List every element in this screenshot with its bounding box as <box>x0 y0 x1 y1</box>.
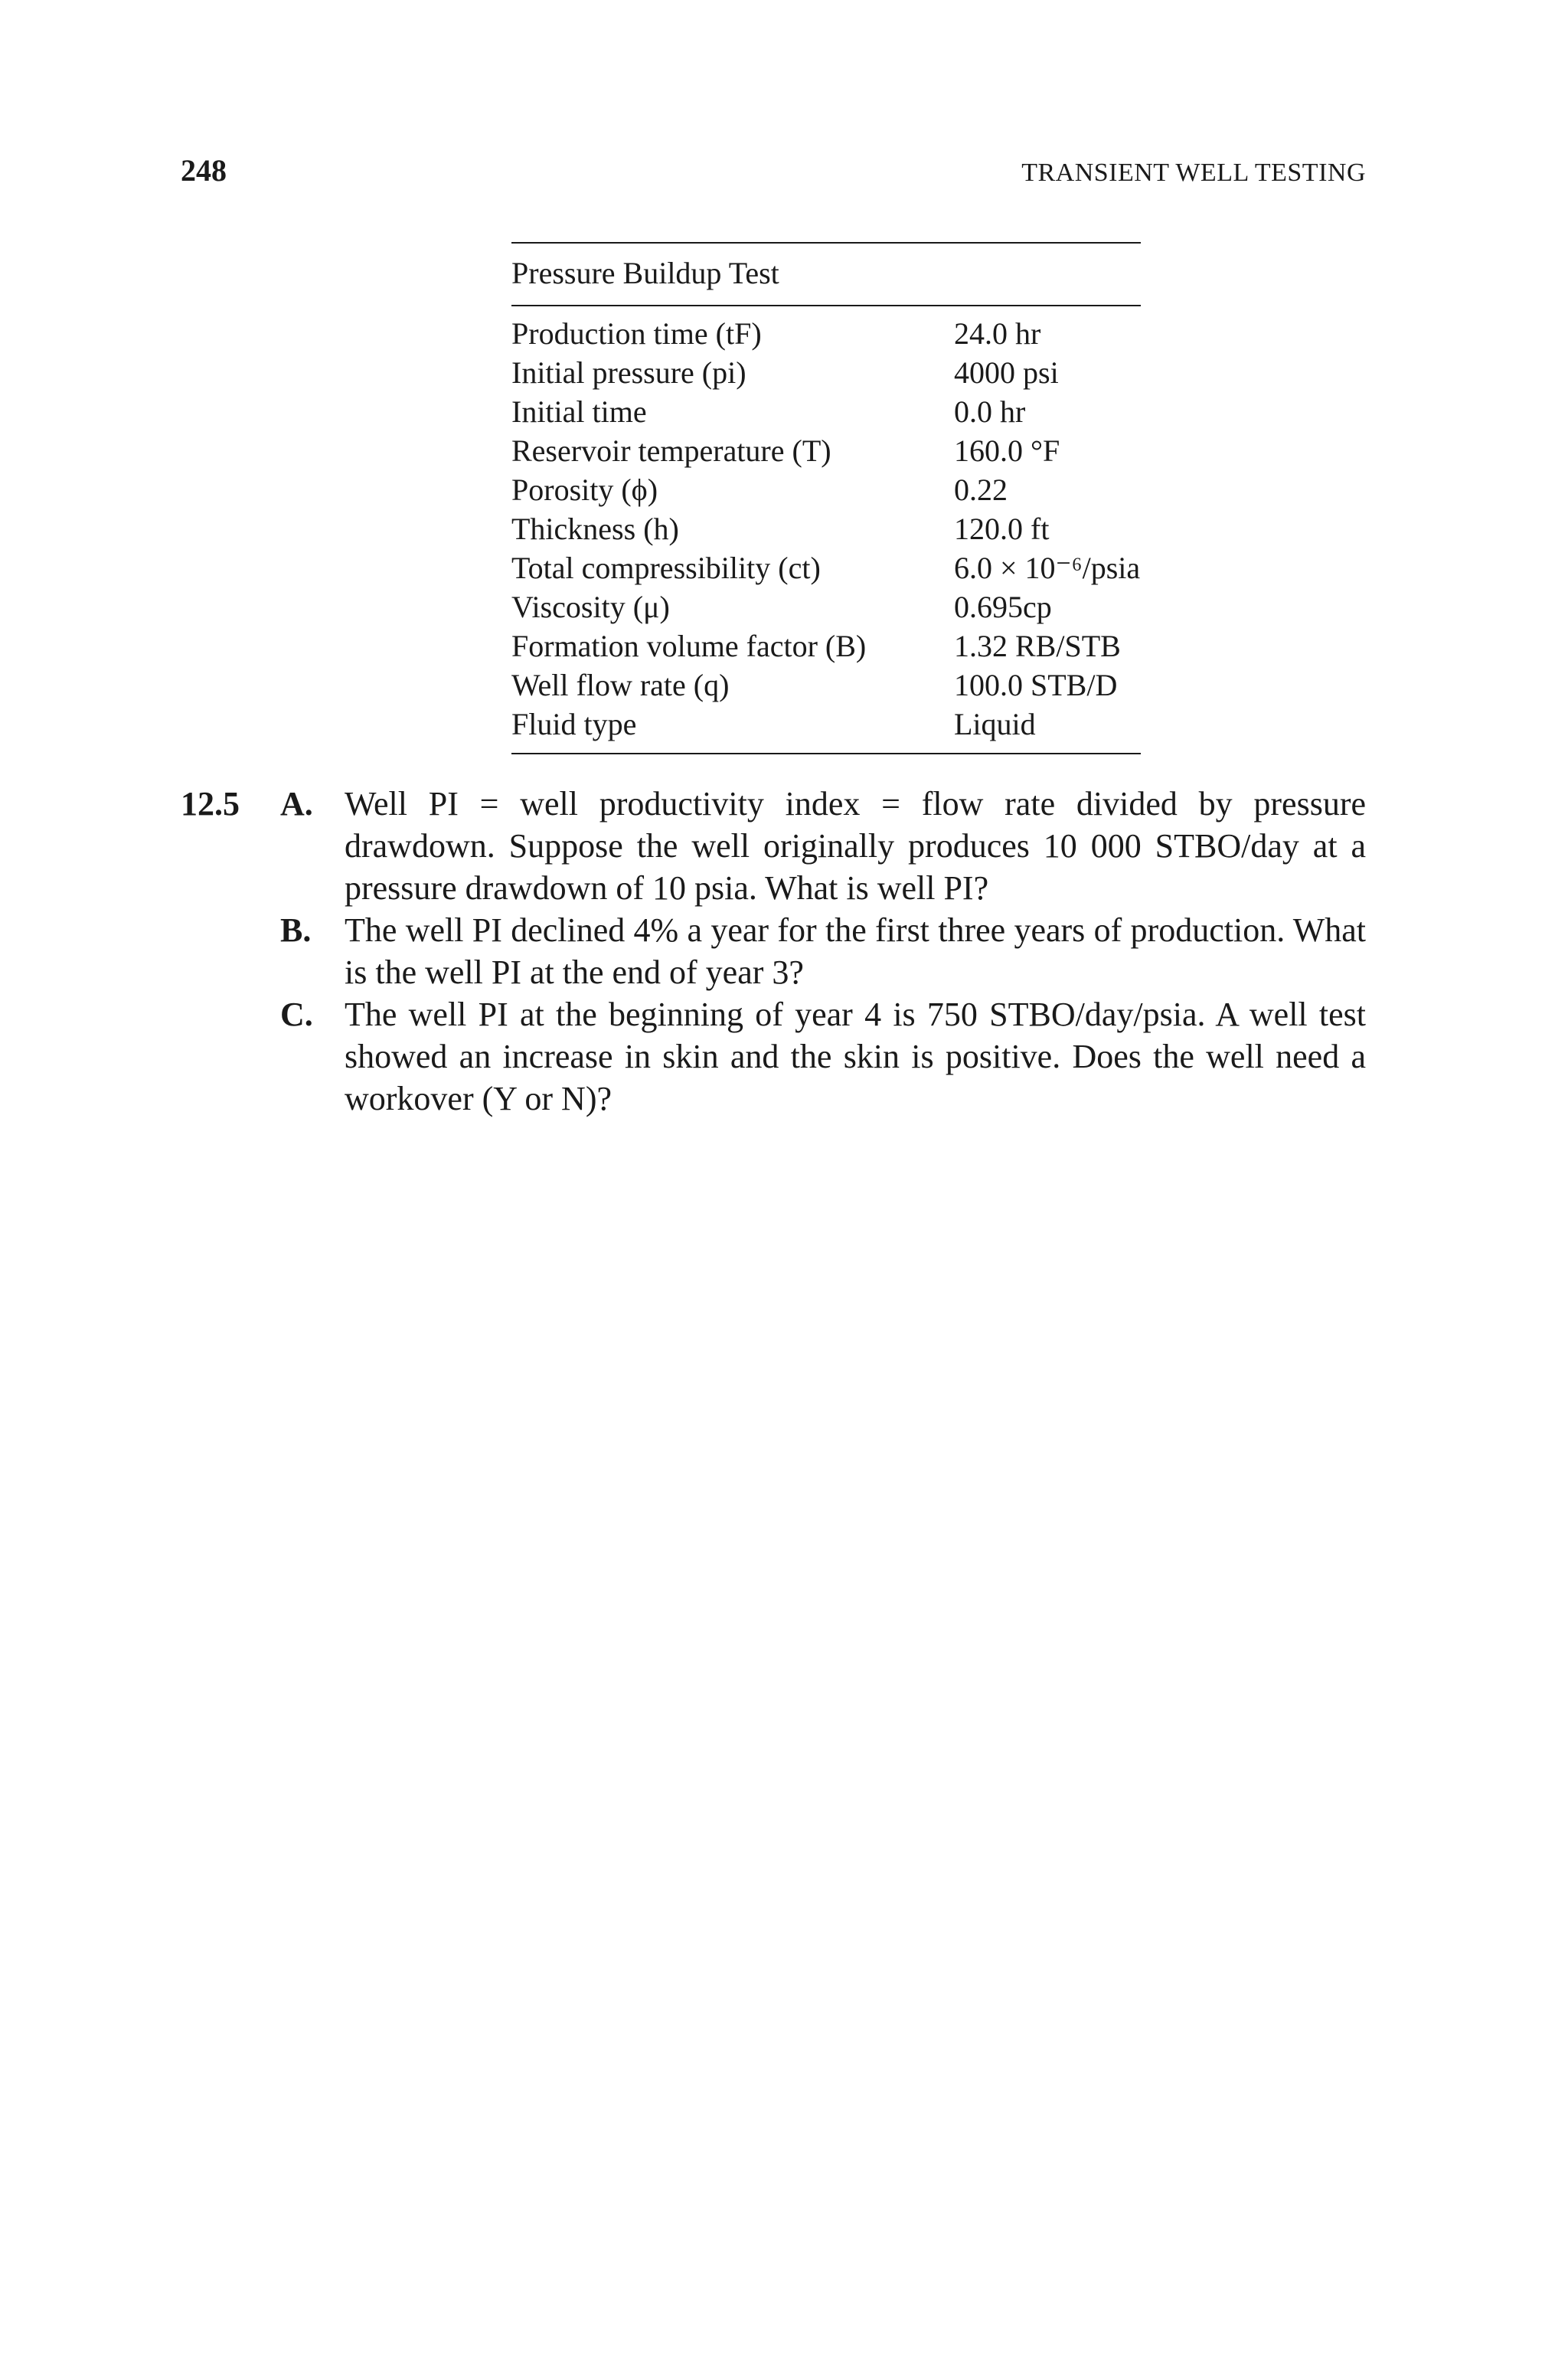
row-label: Reservoir temperature (T) <box>511 433 831 468</box>
part-letter: A. <box>280 785 313 823</box>
table-row <box>511 548 1141 587</box>
row-label: Initial time <box>511 394 647 429</box>
row-value: 120.0 ft <box>954 512 1050 546</box>
problem-part-c <box>181 993 1366 1120</box>
page-number: 248 <box>181 153 227 188</box>
table-row <box>511 705 1141 744</box>
row-label: Initial pressure (pi) <box>511 355 746 390</box>
row-value: 0.695cp <box>954 590 1052 624</box>
part-text: The well PI declined 4% a year for the first three years of production. What is the well PI at the end of year 3? <box>345 911 1366 991</box>
row-label: Formation volume factor (B) <box>511 629 867 663</box>
running-head: TRANSIENT WELL TESTING <box>1021 159 1366 187</box>
problem-part-a <box>181 783 1366 909</box>
problem-part-b <box>181 909 1366 993</box>
table-bottom-rule <box>511 753 1141 754</box>
part-text: The well PI at the beginning of year 4 is 750 STBO/day/psia. A well test showed an increase in skin and the skin is positive. Does the well need a workover (Y or N)? <box>345 996 1366 1117</box>
row-value: 24.0 hr <box>954 316 1041 351</box>
table-row <box>511 314 1141 353</box>
part-letter: B. <box>280 911 312 949</box>
row-label: Total compressibility (ct) <box>511 551 821 585</box>
table-row <box>511 666 1141 705</box>
part-letter: C. <box>280 996 313 1033</box>
table-row <box>511 626 1141 666</box>
row-value: 4000 psi <box>954 355 1059 390</box>
row-value: 1.32 RB/STB <box>954 629 1121 663</box>
pressure-buildup-table <box>511 242 1141 754</box>
table-row <box>511 392 1141 431</box>
problem-12-5 <box>181 783 1366 1120</box>
row-value: 0.0 hr <box>954 394 1026 429</box>
table-row <box>511 353 1141 392</box>
row-value: Liquid <box>954 707 1036 741</box>
row-value: 160.0 °F <box>954 433 1060 468</box>
table-row <box>511 587 1141 626</box>
row-label: Thickness (h) <box>511 512 679 546</box>
row-label: Porosity (ϕ) <box>511 473 658 507</box>
problem-number: 12.5 <box>181 785 240 823</box>
table-caption: Pressure Buildup Test <box>511 256 779 290</box>
table-body <box>511 306 1141 747</box>
table-row <box>511 509 1141 548</box>
row-label: Production time (tF) <box>511 316 762 351</box>
row-label: Viscosity (μ) <box>511 590 670 624</box>
row-value: 0.22 <box>954 473 1008 507</box>
row-label: Fluid type <box>511 707 637 741</box>
part-text: Well PI = well productivity index = flow rate divided by pressure drawdown. Suppose the well originally produces 10 000 STBO/day at a pressure drawdown of 10 psia. What is well PI? <box>345 785 1366 907</box>
row-label: Well flow rate (q) <box>511 668 730 702</box>
table-row <box>511 431 1141 470</box>
table-row <box>511 470 1141 509</box>
row-value: 6.0 × 10⁻⁶/psia <box>954 551 1141 585</box>
row-value: 100.0 STB/D <box>954 668 1118 702</box>
